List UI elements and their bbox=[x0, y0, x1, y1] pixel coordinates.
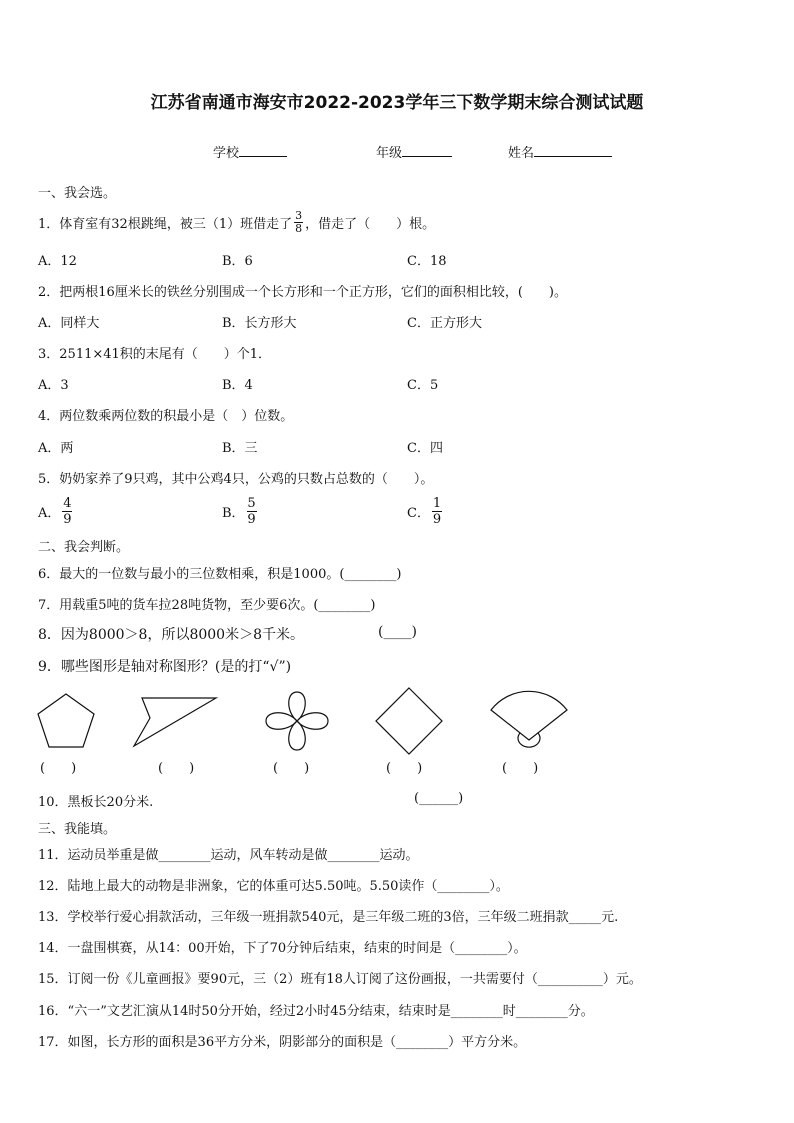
q2-option-c[interactable]: C．正方形大 bbox=[407, 316, 482, 331]
section-judge: 二、我会判断。 bbox=[38, 540, 130, 555]
q5-a-fraction bbox=[62, 496, 72, 527]
grade-field bbox=[376, 142, 452, 161]
q5-b-fraction bbox=[247, 496, 257, 527]
q4-option-a[interactable]: A．两 bbox=[38, 441, 74, 456]
q5-a-den: 9 bbox=[63, 511, 72, 527]
question-6: 6．最大的一位数与最小的三位数相乘，积是1000。(________) bbox=[38, 567, 402, 582]
question-2: 2．把两根16厘米长的铁丝分别围成一个长方形和一个正方形，它们的面积相比较，( )。 bbox=[38, 285, 567, 300]
section-fill: 三、我能填。 bbox=[38, 822, 117, 837]
question-10: 10．黑板长20分米. bbox=[38, 795, 154, 810]
q1-option-c[interactable]: C．18 bbox=[407, 254, 447, 269]
question-9: 9．哪些图形是轴对称图形？(是的打“√”) bbox=[38, 659, 292, 675]
q5-c-fraction bbox=[432, 496, 442, 527]
question-11: 11．运动员举重是做________运动，风车转动是做________运动。 bbox=[38, 848, 419, 863]
q5-c-num: 1 bbox=[432, 495, 442, 511]
question-15: 15．订阅一份《儿童画报》要90元，三（2）班有18人订阅了这份画报，一共需要付（__________）元。 bbox=[38, 972, 642, 987]
q5-c-den: 9 bbox=[432, 511, 442, 527]
diamond-shape bbox=[374, 686, 444, 756]
school-field bbox=[213, 142, 287, 161]
q3-option-a[interactable]: A．3 bbox=[38, 378, 69, 393]
school-label: 学校 bbox=[213, 146, 240, 161]
question-4: 4．两位数乘两位数的积最小是（ ）位数。 bbox=[38, 409, 294, 424]
q1-text-pre: 1．体育室有32根跳绳，被三（1）班借走了 bbox=[38, 216, 293, 232]
question-1 bbox=[38, 206, 435, 238]
grade-blank[interactable] bbox=[402, 144, 452, 157]
q2-option-b[interactable]: B．长方形大 bbox=[222, 316, 297, 331]
four-leaf-clover-shape bbox=[264, 690, 330, 752]
q3-option-b[interactable]: B．4 bbox=[222, 378, 253, 393]
q1-fraction bbox=[294, 210, 303, 235]
q3-option-c[interactable]: C．5 bbox=[407, 378, 439, 393]
q9-paren-1[interactable]: ( ) bbox=[40, 761, 77, 776]
q5-option-b[interactable] bbox=[222, 494, 259, 528]
q1-option-b[interactable]: B．6 bbox=[222, 254, 253, 269]
question-5: 5．奶奶家养了9只鸡，其中公鸡4只，公鸡的只数占总数的（ ）。 bbox=[38, 472, 434, 487]
q5-b-label: B． bbox=[222, 505, 245, 521]
folding-fan-shape bbox=[488, 690, 570, 748]
q1-fraction-num: 3 bbox=[295, 208, 303, 222]
q1-option-a[interactable]: A．12 bbox=[38, 254, 77, 269]
q5-option-a[interactable] bbox=[38, 494, 74, 528]
section-choice: 一、我会选。 bbox=[38, 186, 117, 201]
page-title: 江苏省南通市海安市2022-2023学年三下数学期末综合测试试题 bbox=[150, 93, 644, 113]
name-label: 姓名 bbox=[508, 146, 535, 161]
q5-b-den: 9 bbox=[247, 511, 256, 527]
name-field bbox=[508, 142, 612, 161]
grade-label: 年级 bbox=[376, 146, 403, 161]
question-3: 3．2511×41积的末尾有（ ）个1． bbox=[38, 347, 272, 362]
q2-option-a[interactable]: A．同样大 bbox=[38, 316, 100, 331]
pentagon-shape bbox=[36, 692, 96, 750]
q10-answer-blank[interactable]: (______) bbox=[414, 791, 464, 806]
q5-b-num: 5 bbox=[247, 495, 256, 511]
q9-paren-5[interactable]: ( ) bbox=[502, 761, 539, 776]
question-13: 13．学校举行爱心捐款活动，三年级一班捐款540元，是三年级二班的3倍，三年级二班捐款_____元. bbox=[38, 910, 619, 925]
q1-fraction-den: 8 bbox=[295, 221, 303, 235]
q5-c-label: C． bbox=[407, 505, 430, 521]
q8-answer-blank[interactable]: (____) bbox=[378, 624, 417, 640]
q9-paren-4[interactable]: ( ) bbox=[386, 761, 423, 776]
q9-paren-2[interactable]: ( ) bbox=[158, 761, 195, 776]
arrow-triangle-shape bbox=[132, 696, 218, 748]
question-14: 14．一盘围棋赛，从14：00开始，下了70分钟后结束，结束的时间是（________）。 bbox=[38, 941, 527, 956]
q1-text-post: ，借走了（ ）根。 bbox=[305, 216, 436, 232]
q5-a-num: 4 bbox=[63, 495, 72, 511]
question-8: 8．因为8000＞8，所以8000米＞8千米。 bbox=[38, 627, 304, 643]
question-17: 17．如图，长方形的面积是36平方分米，阴影部分的面积是（________）平方分米。 bbox=[38, 1035, 527, 1050]
q4-option-c[interactable]: C．四 bbox=[407, 441, 443, 456]
q4-option-b[interactable]: B．三 bbox=[222, 441, 258, 456]
question-12: 12．陆地上最大的动物是非洲象，它的体重可达5.50吨。5.50读作（________）。 bbox=[38, 879, 509, 894]
q5-a-label: A． bbox=[38, 505, 61, 521]
question-7: 7．用载重5吨的货车拉28吨货物，至少要6次。(________) bbox=[38, 598, 376, 613]
q5-option-c[interactable] bbox=[407, 494, 444, 528]
q9-paren-3[interactable]: ( ) bbox=[273, 761, 310, 776]
name-blank[interactable] bbox=[534, 144, 612, 157]
question-16: 16．“六一”文艺汇演从14时50分开始，经过2小时45分结束，结束时是________时________分。 bbox=[38, 1004, 594, 1019]
school-blank[interactable] bbox=[239, 144, 287, 157]
